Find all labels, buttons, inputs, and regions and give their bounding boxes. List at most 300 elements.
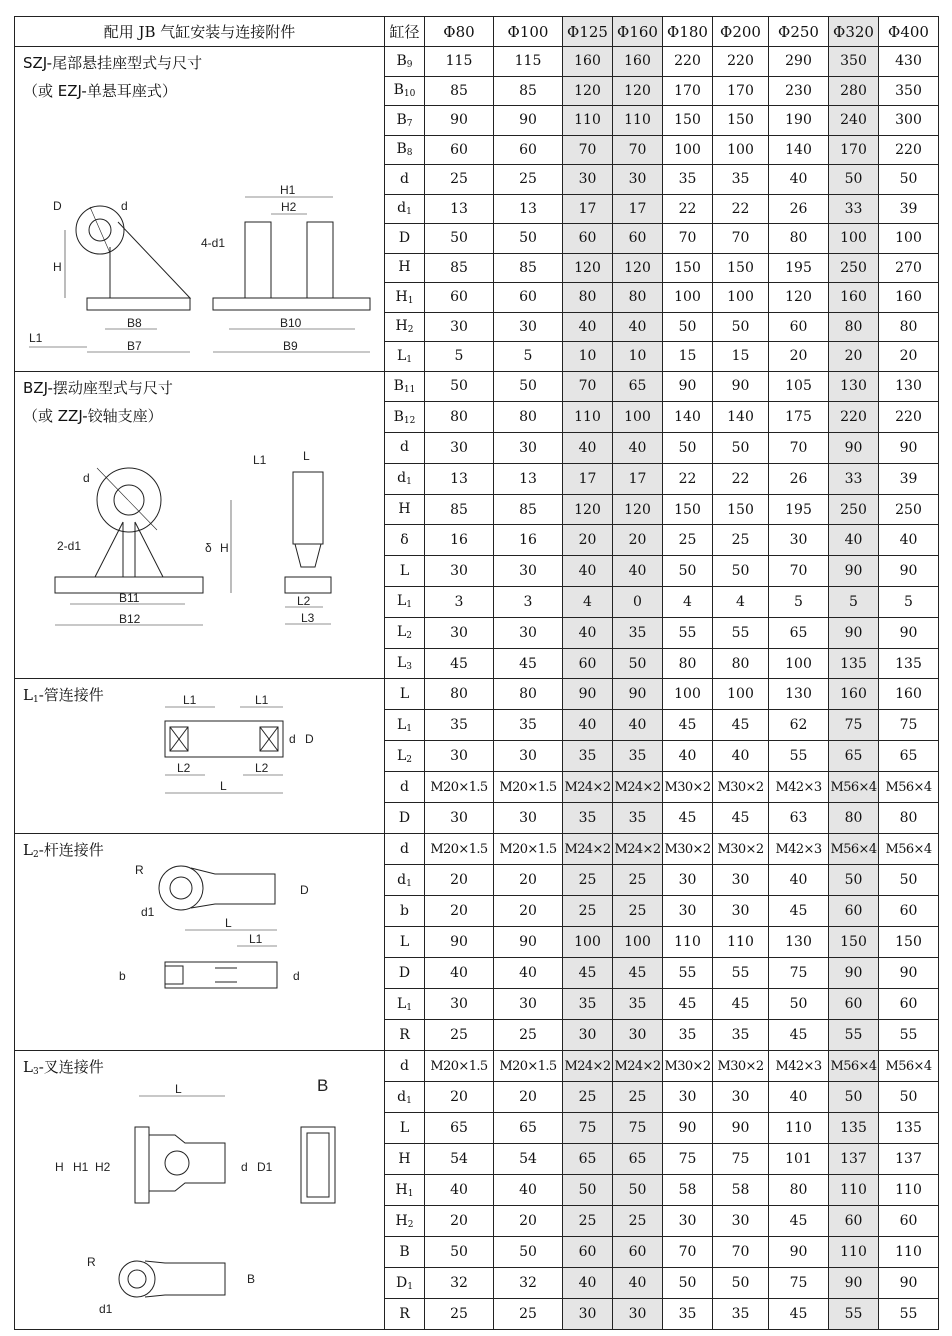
value-cell: 30 xyxy=(663,896,713,927)
value-cell: 20 xyxy=(494,1082,563,1113)
value-cell: 40 xyxy=(563,556,613,587)
value-cell: 250 xyxy=(829,253,879,283)
value-cell: 80 xyxy=(494,402,563,433)
value-cell: 13 xyxy=(425,463,494,494)
bzj-drawing xyxy=(15,372,385,679)
value-cell: 60 xyxy=(494,135,563,165)
value-cell: M30×2 xyxy=(663,1051,713,1082)
szj-drawing xyxy=(15,47,385,371)
value-cell: M56×4 xyxy=(879,772,939,803)
value-cell: 30 xyxy=(563,1299,613,1330)
value-cell: 80 xyxy=(829,803,879,834)
value-cell: 160 xyxy=(613,47,663,77)
value-cell: 40 xyxy=(563,433,613,464)
param-label: $L_1$ xyxy=(385,587,425,618)
value-cell: 75 xyxy=(769,958,829,989)
param-label: b xyxy=(385,896,425,927)
value-cell: 160 xyxy=(879,283,939,313)
section-subtitle: （或 EZJ-单悬耳座式） xyxy=(23,82,177,100)
value-cell: 30 xyxy=(613,1020,663,1051)
value-cell: 35 xyxy=(713,1020,769,1051)
value-cell: 140 xyxy=(713,402,769,433)
value-cell: 150 xyxy=(829,927,879,958)
param-label: $B_8$ xyxy=(385,135,425,165)
value-cell: 100 xyxy=(663,135,713,165)
value-cell: 39 xyxy=(879,463,939,494)
value-cell: 90 xyxy=(563,679,613,710)
table-row xyxy=(15,47,939,77)
svg-text:B9: B9 xyxy=(283,339,298,353)
value-cell: 45 xyxy=(663,989,713,1020)
bore-80: Φ80 xyxy=(425,17,494,47)
value-cell: 50 xyxy=(425,371,494,402)
bore-400: Φ400 xyxy=(879,17,939,47)
value-cell: 3 xyxy=(494,587,563,618)
value-cell: 55 xyxy=(879,1299,939,1330)
value-cell: 5 xyxy=(769,587,829,618)
value-cell: M24×2 xyxy=(563,772,613,803)
value-cell: M24×2 xyxy=(613,772,663,803)
value-cell: M42×3 xyxy=(769,834,829,865)
param-label: D xyxy=(385,958,425,989)
value-cell: 45 xyxy=(613,958,663,989)
value-cell: 25 xyxy=(663,525,713,556)
svg-text:B: B xyxy=(317,1076,329,1096)
value-cell: 350 xyxy=(879,76,939,106)
section-2-cell xyxy=(15,679,385,834)
value-cell: 80 xyxy=(879,312,939,342)
value-cell: 50 xyxy=(713,556,769,587)
svg-text:L2: L2 xyxy=(177,761,191,776)
param-label: L xyxy=(385,927,425,958)
value-cell: 50 xyxy=(425,224,494,254)
value-cell: 75 xyxy=(663,1144,713,1175)
value-cell: 30 xyxy=(769,525,829,556)
param-label: d xyxy=(385,834,425,865)
value-cell: 150 xyxy=(663,494,713,525)
value-cell: 90 xyxy=(879,556,939,587)
value-cell: 80 xyxy=(713,648,769,679)
svg-text:B11: B11 xyxy=(119,590,140,605)
value-cell: M56×4 xyxy=(879,834,939,865)
value-cell: 40 xyxy=(613,1268,663,1299)
value-cell: 20 xyxy=(425,1206,494,1237)
value-cell: 30 xyxy=(663,1082,713,1113)
value-cell: 17 xyxy=(563,194,613,224)
value-cell: 110 xyxy=(613,106,663,136)
value-cell: 90 xyxy=(494,927,563,958)
value-cell: 35 xyxy=(563,741,613,772)
svg-text:B10: B10 xyxy=(280,316,302,330)
value-cell: M30×2 xyxy=(663,772,713,803)
value-cell: 30 xyxy=(613,165,663,195)
value-cell: 90 xyxy=(425,106,494,136)
param-label: $d_1$ xyxy=(385,194,425,224)
value-cell: 30 xyxy=(563,165,613,195)
value-cell: 70 xyxy=(663,224,713,254)
value-cell: M30×2 xyxy=(713,834,769,865)
value-cell: M30×2 xyxy=(663,834,713,865)
value-cell: M56×4 xyxy=(829,834,879,865)
value-cell: 26 xyxy=(769,194,829,224)
value-cell: 170 xyxy=(663,76,713,106)
param-label: $d_1$ xyxy=(385,463,425,494)
dim-H: H xyxy=(53,260,62,274)
value-cell: 45 xyxy=(713,989,769,1020)
value-cell: 120 xyxy=(563,253,613,283)
value-cell: 90 xyxy=(713,1113,769,1144)
value-cell: 100 xyxy=(613,927,663,958)
section-title: $L_2-$杆连接件 xyxy=(23,841,104,861)
value-cell: 30 xyxy=(425,989,494,1020)
value-cell: 35 xyxy=(663,1020,713,1051)
rod-connector-drawing xyxy=(15,834,385,1049)
value-cell: 60 xyxy=(425,283,494,313)
value-cell: 65 xyxy=(494,1113,563,1144)
value-cell: 30 xyxy=(613,1299,663,1330)
value-cell: 40 xyxy=(613,312,663,342)
value-cell: 40 xyxy=(494,958,563,989)
section-title: SZJ-尾部悬挂座型式与尺寸 xyxy=(23,54,203,72)
value-cell: 90 xyxy=(663,371,713,402)
value-cell: 70 xyxy=(713,224,769,254)
value-cell: 25 xyxy=(613,1206,663,1237)
value-cell: 25 xyxy=(563,1206,613,1237)
value-cell: 25 xyxy=(613,1082,663,1113)
section-4-cell xyxy=(15,1051,385,1330)
value-cell: 22 xyxy=(713,463,769,494)
value-cell: 35 xyxy=(663,1299,713,1330)
value-cell: 25 xyxy=(563,896,613,927)
value-cell: 80 xyxy=(769,224,829,254)
value-cell: 40 xyxy=(769,1082,829,1113)
value-cell: 20 xyxy=(425,865,494,896)
value-cell: 20 xyxy=(769,342,829,372)
value-cell: 45 xyxy=(563,958,613,989)
value-cell: 70 xyxy=(769,556,829,587)
value-cell: 175 xyxy=(769,402,829,433)
svg-text:L: L xyxy=(175,1082,182,1097)
value-cell: 54 xyxy=(494,1144,563,1175)
value-cell: 90 xyxy=(829,617,879,648)
value-cell: 60 xyxy=(879,1206,939,1237)
param-label: $L_2$ xyxy=(385,617,425,648)
value-cell: 20 xyxy=(494,1206,563,1237)
value-cell: M20×1.5 xyxy=(425,772,494,803)
value-cell: 40 xyxy=(494,1175,563,1206)
value-cell: 120 xyxy=(613,253,663,283)
value-cell: 50 xyxy=(494,224,563,254)
param-label: $B_7$ xyxy=(385,106,425,136)
value-cell: 85 xyxy=(494,76,563,106)
value-cell: 430 xyxy=(879,47,939,77)
value-cell: 85 xyxy=(425,494,494,525)
value-cell: 17 xyxy=(563,463,613,494)
value-cell: 130 xyxy=(829,371,879,402)
value-cell: 35 xyxy=(425,710,494,741)
value-cell: 30 xyxy=(713,865,769,896)
value-cell: 90 xyxy=(425,927,494,958)
svg-text:H: H xyxy=(55,1160,64,1175)
value-cell: 25 xyxy=(425,165,494,195)
value-cell: 40 xyxy=(879,525,939,556)
value-cell: 100 xyxy=(663,679,713,710)
value-cell: 22 xyxy=(713,194,769,224)
value-cell: 90 xyxy=(829,556,879,587)
value-cell: 220 xyxy=(663,47,713,77)
value-cell: 30 xyxy=(494,617,563,648)
value-cell: 30 xyxy=(425,556,494,587)
value-cell: 39 xyxy=(879,194,939,224)
value-cell: 70 xyxy=(563,371,613,402)
param-label: $L_1$ xyxy=(385,342,425,372)
value-cell: 50 xyxy=(829,165,879,195)
value-cell: 65 xyxy=(829,741,879,772)
value-cell: 85 xyxy=(425,76,494,106)
value-cell: 25 xyxy=(613,865,663,896)
value-cell: 130 xyxy=(769,927,829,958)
value-cell: 90 xyxy=(879,1268,939,1299)
param-label: $H_2$ xyxy=(385,312,425,342)
value-cell: 45 xyxy=(769,1020,829,1051)
value-cell: 90 xyxy=(663,1113,713,1144)
fork-connector-drawing xyxy=(15,1051,385,1330)
value-cell: 50 xyxy=(879,865,939,896)
svg-text:2-d1: 2-d1 xyxy=(57,538,82,553)
section-3-cell xyxy=(15,834,385,1051)
value-cell: 170 xyxy=(829,135,879,165)
value-cell: 55 xyxy=(879,1020,939,1051)
value-cell: 4 xyxy=(563,587,613,618)
svg-text:L3: L3 xyxy=(301,610,315,625)
value-cell: 150 xyxy=(663,253,713,283)
value-cell: 110 xyxy=(563,402,613,433)
value-cell: 30 xyxy=(494,989,563,1020)
value-cell: 135 xyxy=(829,1113,879,1144)
value-cell: 120 xyxy=(769,283,829,313)
value-cell: 160 xyxy=(563,47,613,77)
value-cell: 13 xyxy=(494,194,563,224)
value-cell: 40 xyxy=(613,556,663,587)
svg-text:H2: H2 xyxy=(95,1160,111,1175)
value-cell: 50 xyxy=(769,989,829,1020)
section-subtitle: （或 ZZJ-铰轴支座） xyxy=(23,406,163,425)
value-cell: M20×1.5 xyxy=(494,834,563,865)
param-label: R xyxy=(385,1020,425,1051)
param-label: $B_{11}$ xyxy=(385,371,425,402)
value-cell: 130 xyxy=(769,679,829,710)
value-cell: 5 xyxy=(879,587,939,618)
value-cell: 75 xyxy=(563,1113,613,1144)
svg-text:d: d xyxy=(83,470,90,485)
value-cell: 20 xyxy=(494,865,563,896)
bore-250: Φ250 xyxy=(769,17,829,47)
value-cell: 35 xyxy=(613,989,663,1020)
value-cell: 50 xyxy=(829,1082,879,1113)
value-cell: 40 xyxy=(563,312,613,342)
param-label: $H_1$ xyxy=(385,1175,425,1206)
value-cell: 25 xyxy=(425,1020,494,1051)
value-cell: 100 xyxy=(713,283,769,313)
value-cell: 35 xyxy=(613,803,663,834)
value-cell: 250 xyxy=(829,494,879,525)
value-cell: 30 xyxy=(425,803,494,834)
value-cell: 60 xyxy=(563,648,613,679)
value-cell: 55 xyxy=(713,617,769,648)
value-cell: M20×1.5 xyxy=(425,1051,494,1082)
param-label: d xyxy=(385,1051,425,1082)
param-label: $L_1$ xyxy=(385,989,425,1020)
value-cell: 120 xyxy=(613,76,663,106)
value-cell: 5 xyxy=(829,587,879,618)
param-label: δ xyxy=(385,525,425,556)
value-cell: 22 xyxy=(663,463,713,494)
value-cell: 140 xyxy=(769,135,829,165)
value-cell: 54 xyxy=(425,1144,494,1175)
value-cell: 110 xyxy=(713,927,769,958)
value-cell: 30 xyxy=(713,1206,769,1237)
value-cell: 16 xyxy=(494,525,563,556)
svg-text:B7: B7 xyxy=(127,339,142,353)
value-cell: 110 xyxy=(663,927,713,958)
svg-text:4-d1: 4-d1 xyxy=(201,236,226,250)
svg-text:L: L xyxy=(220,779,227,794)
value-cell: 50 xyxy=(879,1082,939,1113)
value-cell: 63 xyxy=(769,803,829,834)
value-cell: 135 xyxy=(829,648,879,679)
value-cell: 150 xyxy=(713,494,769,525)
svg-text:D1: D1 xyxy=(257,1160,273,1175)
value-cell: 3 xyxy=(425,587,494,618)
param-label: $B_{10}$ xyxy=(385,76,425,106)
value-cell: 25 xyxy=(563,1082,613,1113)
value-cell: 300 xyxy=(879,106,939,136)
value-cell: 20 xyxy=(425,1082,494,1113)
value-cell: 45 xyxy=(769,1206,829,1237)
value-cell: 45 xyxy=(425,648,494,679)
value-cell: 50 xyxy=(879,165,939,195)
svg-text:R: R xyxy=(135,863,144,878)
value-cell: 90 xyxy=(829,1268,879,1299)
value-cell: 50 xyxy=(613,1175,663,1206)
value-cell: 75 xyxy=(613,1113,663,1144)
value-cell: 35 xyxy=(663,165,713,195)
value-cell: 32 xyxy=(425,1268,494,1299)
value-cell: 160 xyxy=(829,679,879,710)
value-cell: 90 xyxy=(769,1237,829,1268)
value-cell: 90 xyxy=(713,371,769,402)
param-label: H xyxy=(385,494,425,525)
table-row xyxy=(15,679,939,710)
bore-320: Φ320 xyxy=(829,17,879,47)
bore-125: Φ125 xyxy=(563,17,613,47)
svg-text:L1: L1 xyxy=(183,693,197,708)
table-row xyxy=(15,1051,939,1082)
value-cell: 40 xyxy=(613,710,663,741)
value-cell: 26 xyxy=(769,463,829,494)
value-cell: M20×1.5 xyxy=(494,1051,563,1082)
svg-text:L2: L2 xyxy=(255,761,269,776)
param-label: $H_2$ xyxy=(385,1206,425,1237)
value-cell: 105 xyxy=(769,371,829,402)
value-cell: 80 xyxy=(425,679,494,710)
value-cell: 22 xyxy=(663,194,713,224)
param-label: B xyxy=(385,1237,425,1268)
value-cell: 110 xyxy=(563,106,613,136)
value-cell: 33 xyxy=(829,463,879,494)
value-cell: 55 xyxy=(829,1020,879,1051)
value-cell: 55 xyxy=(829,1299,879,1330)
value-cell: 60 xyxy=(563,224,613,254)
param-label: D xyxy=(385,224,425,254)
value-cell: 250 xyxy=(879,494,939,525)
value-cell: 33 xyxy=(829,194,879,224)
value-cell: 45 xyxy=(663,803,713,834)
value-cell: 25 xyxy=(713,525,769,556)
value-cell: 50 xyxy=(563,1175,613,1206)
svg-text:d: d xyxy=(289,732,296,747)
value-cell: 110 xyxy=(829,1175,879,1206)
value-cell: 58 xyxy=(663,1175,713,1206)
value-cell: 20 xyxy=(879,342,939,372)
value-cell: 90 xyxy=(829,958,879,989)
value-cell: 110 xyxy=(769,1113,829,1144)
svg-text:d: d xyxy=(293,969,300,984)
value-cell: 120 xyxy=(613,494,663,525)
value-cell: 70 xyxy=(563,135,613,165)
value-cell: 30 xyxy=(713,896,769,927)
value-cell: 140 xyxy=(663,402,713,433)
param-label: L xyxy=(385,1113,425,1144)
value-cell: 30 xyxy=(494,433,563,464)
svg-text:d: d xyxy=(121,199,128,213)
value-cell: 35 xyxy=(563,803,613,834)
svg-text:R: R xyxy=(87,1255,96,1270)
svg-text:D: D xyxy=(53,199,62,213)
value-cell: 25 xyxy=(494,1020,563,1051)
section-1-cell xyxy=(15,371,385,679)
value-cell: 170 xyxy=(713,76,769,106)
value-cell: 20 xyxy=(563,525,613,556)
value-cell: 110 xyxy=(879,1175,939,1206)
value-cell: 270 xyxy=(879,253,939,283)
value-cell: 40 xyxy=(425,958,494,989)
value-cell: 30 xyxy=(494,312,563,342)
section-title: $L_3-$叉连接件 xyxy=(23,1058,104,1078)
value-cell: 70 xyxy=(613,135,663,165)
value-cell: 25 xyxy=(494,165,563,195)
value-cell: 190 xyxy=(769,106,829,136)
value-cell: 40 xyxy=(563,710,613,741)
svg-text:H1: H1 xyxy=(280,183,296,197)
svg-text:B12: B12 xyxy=(119,611,141,626)
value-cell: 290 xyxy=(769,47,829,77)
value-cell: 85 xyxy=(494,253,563,283)
value-cell: 150 xyxy=(713,253,769,283)
value-cell: 55 xyxy=(769,741,829,772)
value-cell: 160 xyxy=(879,679,939,710)
value-cell: M30×2 xyxy=(713,772,769,803)
value-cell: 85 xyxy=(494,494,563,525)
value-cell: 90 xyxy=(829,433,879,464)
tube-connector-drawing xyxy=(15,679,385,829)
value-cell: 15 xyxy=(663,342,713,372)
value-cell: 220 xyxy=(713,47,769,77)
value-cell: 0 xyxy=(613,587,663,618)
value-cell: 120 xyxy=(563,76,613,106)
value-cell: 60 xyxy=(563,1237,613,1268)
value-cell: 25 xyxy=(613,896,663,927)
